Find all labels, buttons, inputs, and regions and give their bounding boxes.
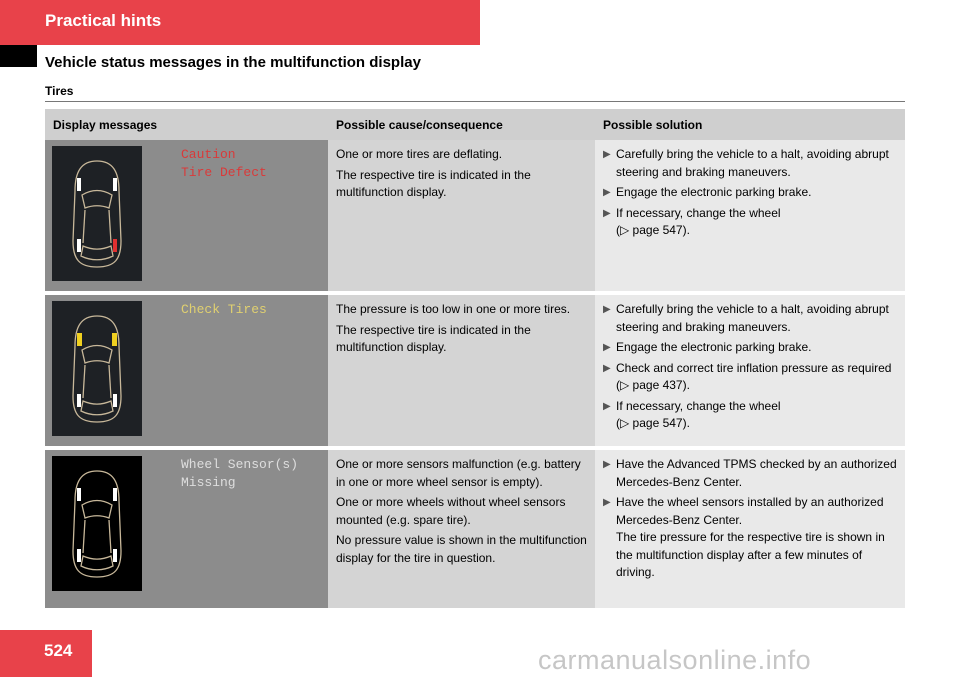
solution-step: ▶ If necessary, change the wheel (▷ page 547). [603,205,897,240]
solution-step: ▶ Carefully bring the vehicle to a halt, avoiding abrupt steering and braking maneuvers. [603,147,889,179]
solution-cell [595,140,905,293]
table-row [45,140,905,293]
car-tire-icon [52,301,142,436]
display-graphic [52,456,142,591]
watermark: carmanualsonline.info [538,645,812,675]
arrow-icon: ▶ [603,187,611,198]
column-header: Possible solution [595,109,905,140]
arrow-icon: ▶ [603,304,611,315]
display-graphic [52,301,142,436]
arrow-icon: ▶ [603,459,611,470]
arrow-icon: ▶ [603,497,611,508]
cause-text: One or more sensors malfunction (e.g. battery in one or more wheel sensor is empty). [336,457,581,489]
solution-step: ▶ Engage the electronic parking brake. [603,184,897,202]
display-message-text: Check Tires [181,302,267,317]
display-message-cell [45,293,328,448]
table-row [45,448,905,608]
arrow-icon: ▶ [603,362,611,374]
display-message-text: Caution Tire Defect [181,147,267,180]
solution-step: ▶ Have the wheel sensors installed by an authorized Mercedes-Benz Center. The tire pressure for the respective tire is shown in the multifunction display after a few minutes of driving. [603,494,897,582]
corner-block [0,45,37,67]
divider [45,101,905,102]
cause-text: The respective tire is indicated in the multifunction display. [336,322,531,354]
column-header: Possible cause/consequence [328,109,595,140]
display-message-text: Wheel Sensor(s) Missing [181,457,299,490]
cause-text: The pressure is too low in one or more tires. [336,302,571,316]
display-message-cell [45,448,328,608]
arrow-icon: ▶ [603,342,611,353]
cause-cell [328,448,595,608]
subsection-heading: Tires [45,84,74,98]
solution-step: ▶ Carefully bring the vehicle to a halt, avoiding abrupt steering and braking maneuvers. [603,302,889,334]
solution-step: ▶ Engage the electronic parking brake. [603,339,897,357]
arrow-icon: ▶ [603,149,611,160]
page-number: 524 [44,641,73,660]
display-message-cell [45,140,328,293]
arrow-icon: ▶ [603,400,611,412]
solution-cell [595,293,905,448]
table-header-row [45,109,905,140]
page-reference: (▷ page 547). [616,416,690,430]
table-row [45,293,905,448]
cause-cell [328,293,595,448]
display-graphic [52,146,142,281]
arrow-icon: ▶ [603,207,611,219]
solution-cell [595,448,905,608]
page-title: Vehicle status messages in the multifunction display [45,54,421,71]
cause-text: One or more tires are deflating. [336,147,503,161]
cause-text: No pressure value is shown in the multifunction display for the tire in question. [336,533,587,565]
page-number-tab [0,630,92,677]
cause-text: One or more wheels without wheel sensors mounted (e.g. spare tire). [336,495,566,527]
solution-step: ▶ Check and correct tire inflation pressure as required (▷ page 437). [603,360,892,392]
solution-step: ▶ Have the Advanced TPMS checked by an authorized Mercedes-Benz Center. [603,457,897,489]
solution-step: ▶ If necessary, change the wheel (▷ page 547). [603,398,897,433]
car-tire-icon [52,146,142,281]
status-message-table [45,109,905,608]
section-title: Practical hints [45,11,162,30]
column-header: Display messages [45,109,328,140]
cause-text: The respective tire is indicated in the multifunction display. [336,167,531,199]
solution-note: The tire pressure for the respective tire is shown in the multifunction display after a few minutes of driving. [616,530,885,579]
section-tab [0,0,480,45]
cause-cell [328,140,595,293]
car-tire-icon [52,456,142,591]
page-reference: (▷ page 547). [616,223,690,237]
